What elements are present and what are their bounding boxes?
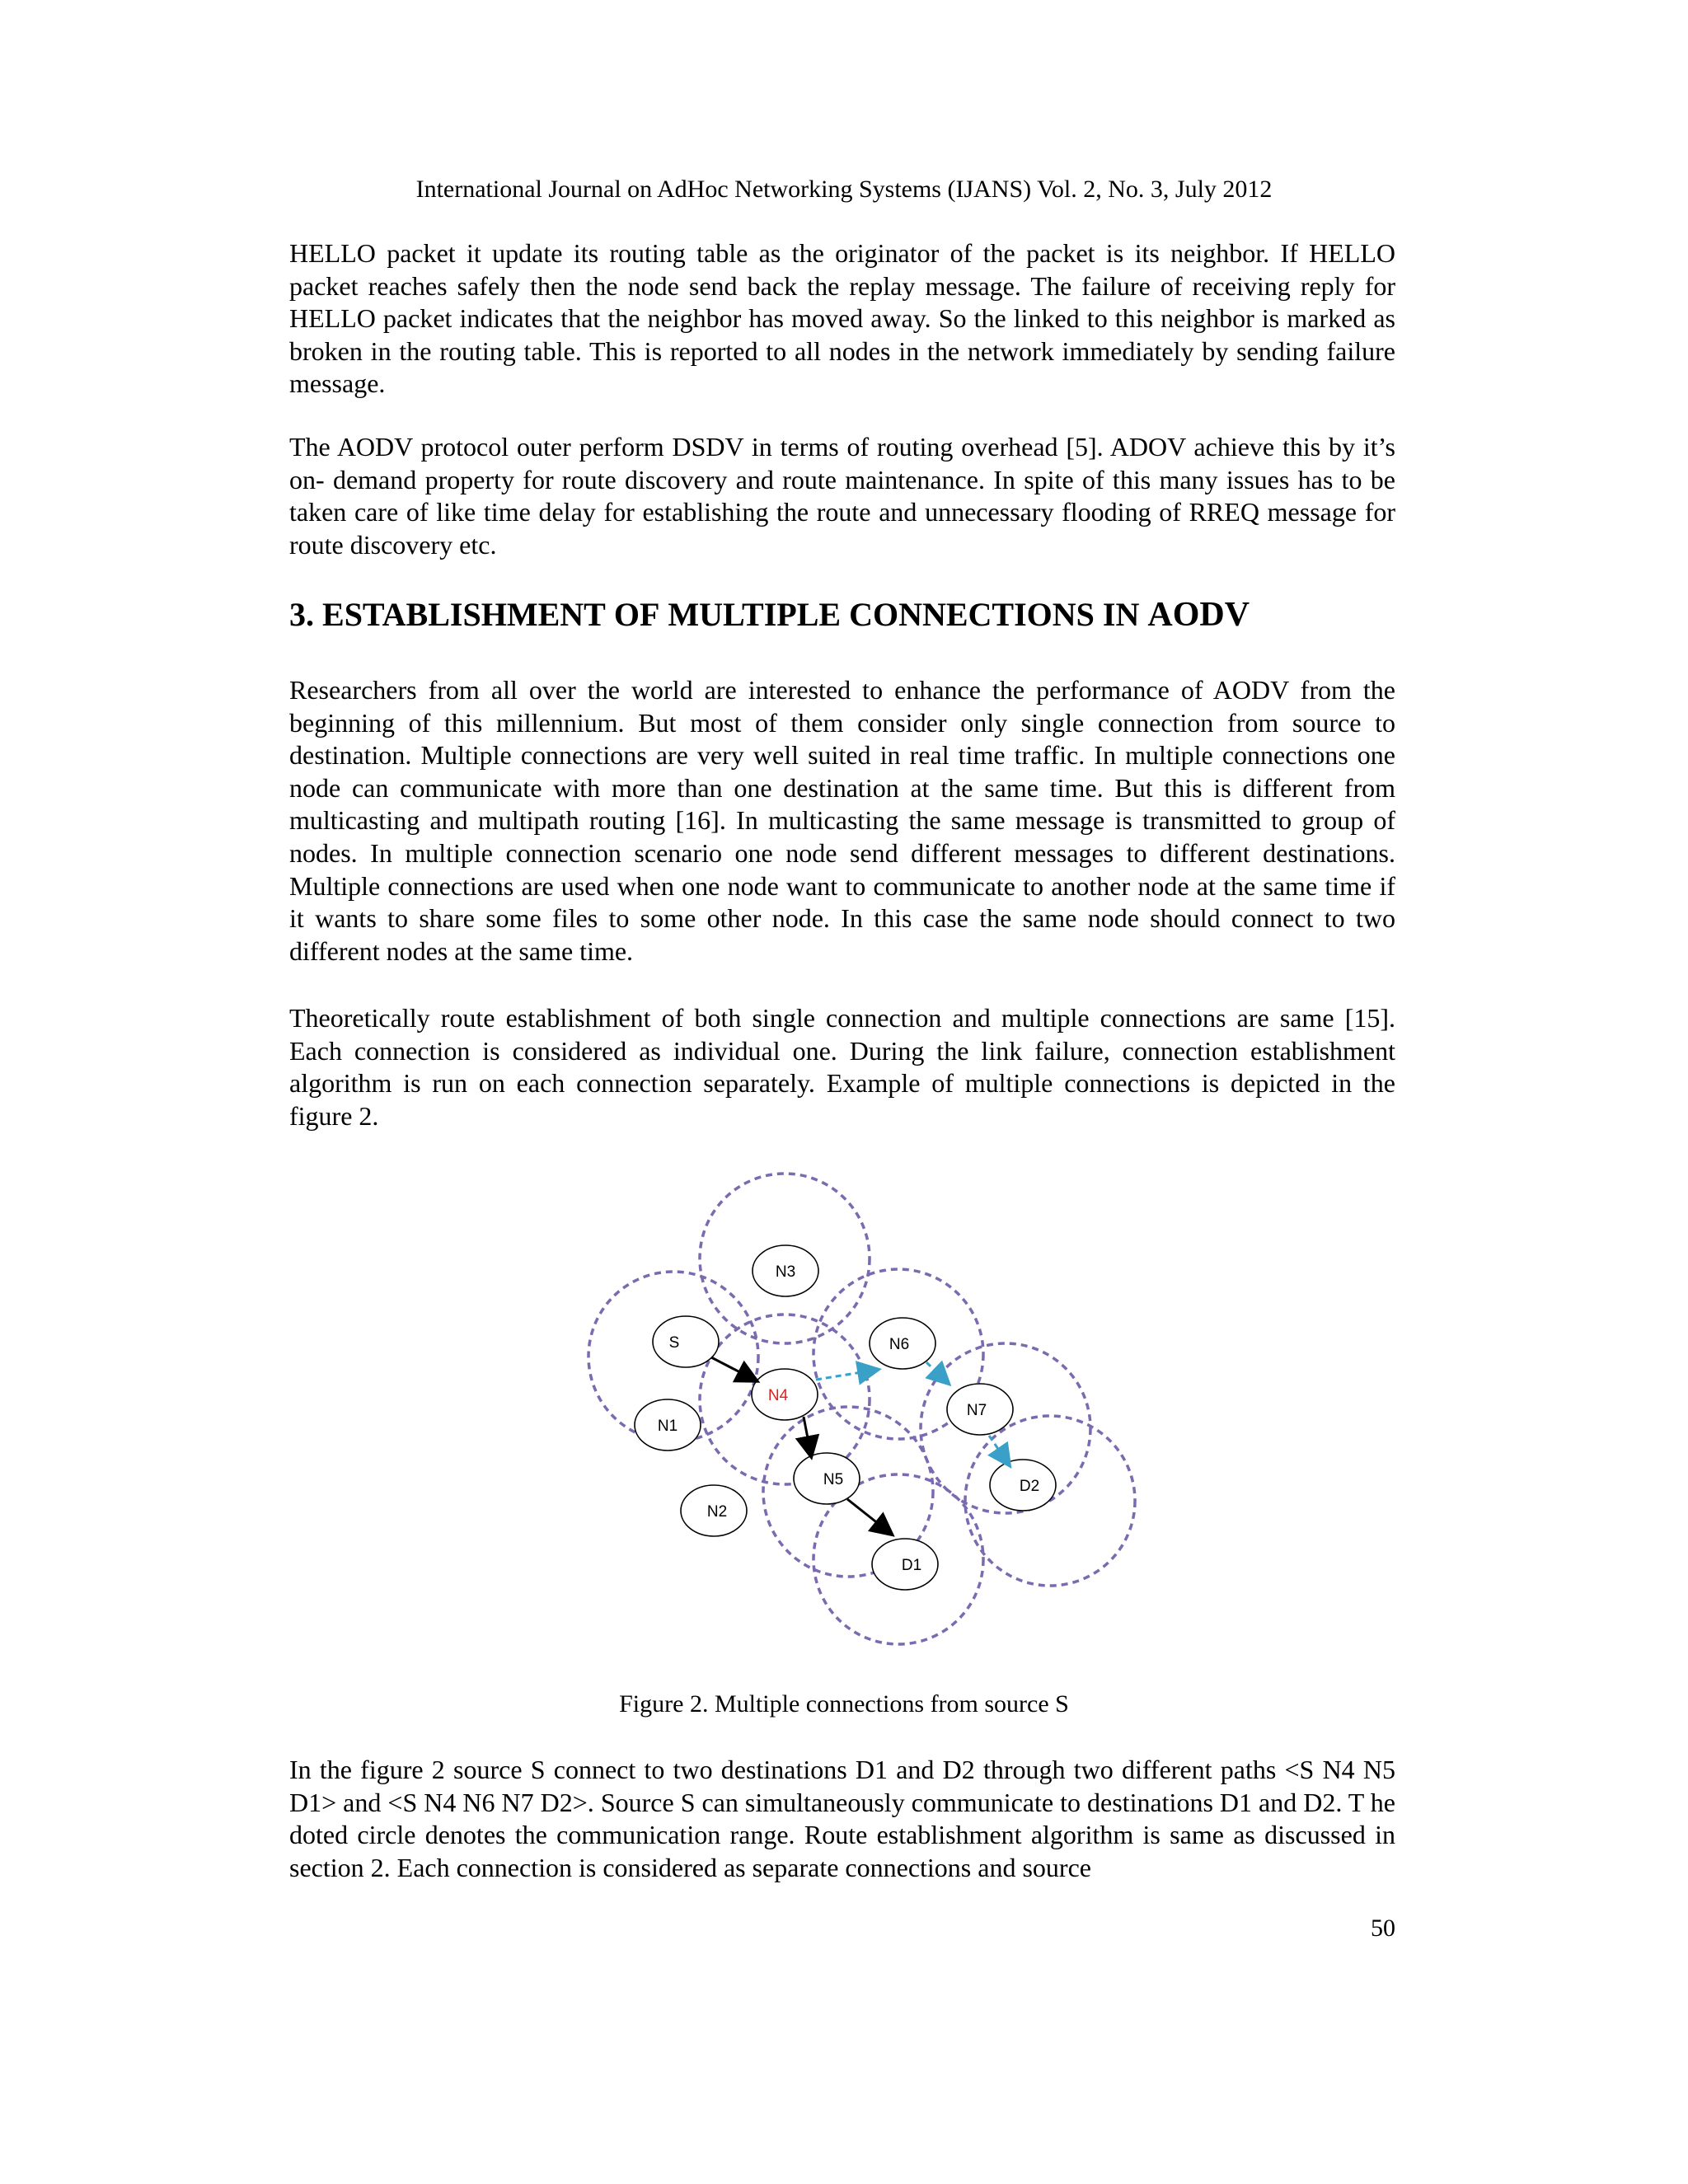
node-label-n6: N6 xyxy=(889,1336,910,1353)
section-heading: 3. ESTABLISHMENT OF MULTIPLE CONNECTIONS IN AODV xyxy=(289,596,1250,634)
paragraph-hello-packet: HELLO packet it update its routing table as the originator of the packet is its neighbor. If HELLO packet reaches safely then the node send back the replay message. The failure of receiving reply for HELLO packet indicates that the neighbor has moved away. So the linked to this neighbor is marked as broken in the routing table. This is reported to all nodes in the network immediately by sending failure message. xyxy=(289,238,1395,399)
paragraph-route-establishment: Theoretically route establishment of both single connection and multiple connections are same [15]. Each connection is considered as individual one. During the link failure, connection establishment algorithm is run on each connection separately. Example of multiple connections is depicted in the figure 2. xyxy=(289,1003,1395,1131)
node-label-n5: N5 xyxy=(823,1471,844,1488)
node-label-d1: D1 xyxy=(901,1557,922,1574)
arrow-n6-to-n7 xyxy=(926,1362,948,1383)
paragraph-multiple-connections: Researchers from all over the world are interested to enhance the performance of AODV from the beginning of this millennium. But most of them consider only single connection from source to destination. Multiple connections are very well suited in real time traffic. In multiple connections one node can communicate with more than one destination at the same time. But this is different from multicasting and multipath routing [16]. In multicasting the same message is transmitted to group of nodes. In multiple connection scenario one node send different messages to different destinations. Multiple connections are used when one node want to communicate to another node at the same time if it wants to share some files to some other node. In this case the same node should connect to two different nodes at the same time. xyxy=(289,675,1395,966)
node-label-d2: D2 xyxy=(1019,1478,1040,1495)
node-label-n1: N1 xyxy=(657,1418,678,1435)
arrow-n5-to-d1 xyxy=(847,1499,891,1534)
node-label-n3: N3 xyxy=(775,1263,796,1281)
figure-caption: Figure 2. Multiple connections from source S xyxy=(619,1690,1069,1718)
node-label-n2: N2 xyxy=(706,1503,728,1521)
node-label-s: S xyxy=(668,1334,680,1352)
network-figure xyxy=(577,1162,1137,1657)
node-label-n7: N7 xyxy=(966,1402,987,1419)
page-number: 50 xyxy=(1371,1915,1395,1942)
running-head: International Journal on AdHoc Networking Systems (IJANS) Vol. 2, No. 3, July 2012 xyxy=(415,176,1273,203)
arrow-n4-to-n5 xyxy=(804,1417,811,1455)
paragraph-aodv-vs-dsdv: The AODV protocol outer perform DSDV in terms of routing overhead [5]. ADOV achieve this by it’s on- demand property for route discovery and route maintenance. In spite of this many issues has to be taken care of like time delay for establishing the route and unnecessary flooding of RREQ message for route discovery etc. xyxy=(289,432,1395,560)
arrow-n7-to-d2 xyxy=(989,1436,1009,1465)
paragraph-figure-explanation: In the figure 2 source S connect to two destinations D1 and D2 through two different paths <S N4 N5 D1> and <S N4 N6 N7 D2>. Source S can simultaneously communicate to destinations D1 and D2. T he doted circle denotes the communication range. Route establishment algorithm is same as discussed in section 2. Each connection is considered as separate connections and source xyxy=(289,1755,1395,1882)
node-label-n4: N4 xyxy=(767,1387,789,1404)
arrow-s-to-n4 xyxy=(711,1357,756,1380)
node-s xyxy=(653,1316,719,1367)
